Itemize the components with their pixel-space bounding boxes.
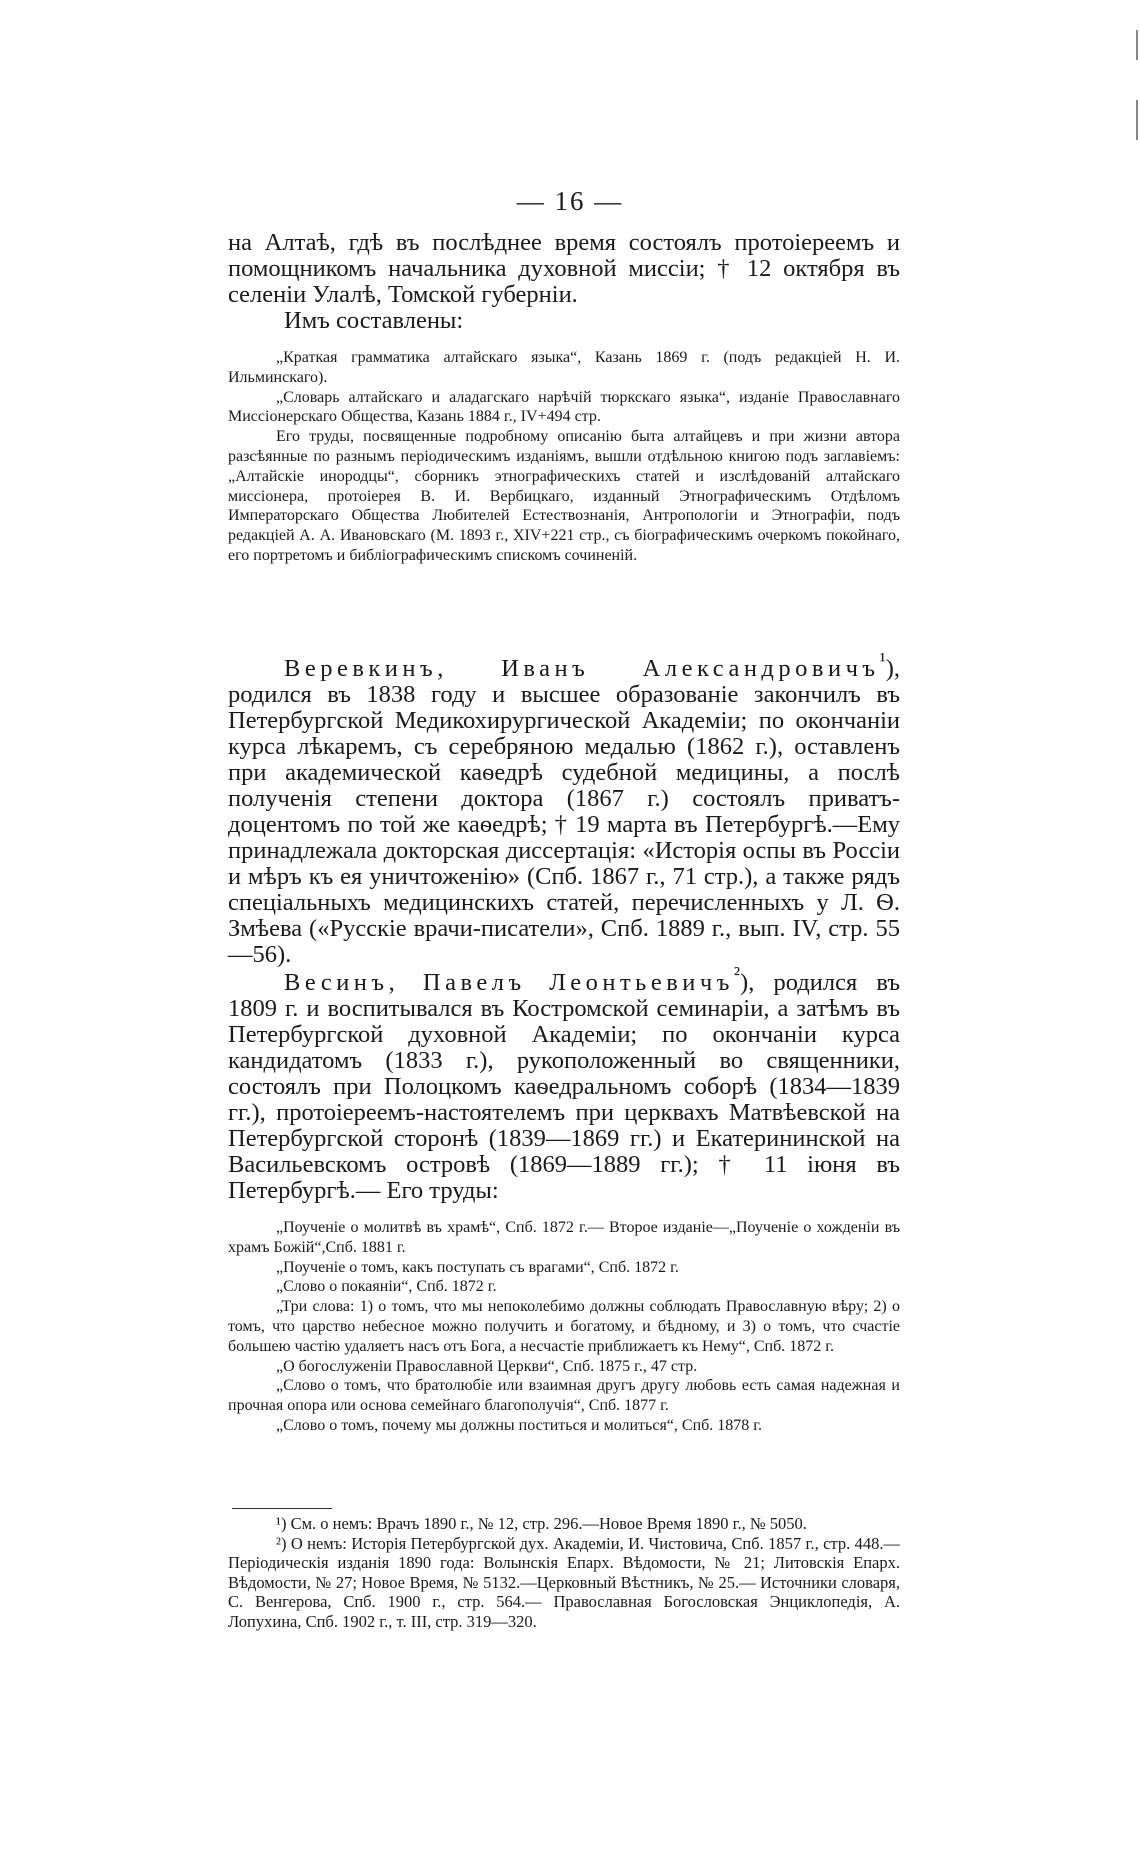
entry-name: Веревкинъ, Иванъ Александровичъ	[284, 655, 880, 683]
scan-edge-mark	[1136, 100, 1138, 140]
intro-continuation	[228, 230, 900, 334]
work-item: „Слово о покаяніи“, Спб. 1872 г.	[276, 1278, 497, 1296]
page-number: — 16 —	[516, 186, 624, 216]
footnote: ¹) См. о немъ: Врачъ 1890 г., № 12, стр. 296.—Новое Время 1890 г., № 5050.	[276, 1514, 807, 1533]
work-item: Его труды, посвященные подробному описанію быта алтайцевъ и при жизни автора разсѣянные по разнымъ періодическимъ изданіямъ, вышли отдѣльною книгою подъ заглавіемъ: „Алтайскіе инородцы“, сборникъ этнографическихъ статей и изслѣдованій алтайскаго миссіонера, протоіерея В. И. Вербицкаго, изданный Этнографическимъ Отдѣломъ Императорскаго Общества Любителей Естествознанія, Антропологіи и Этнографіи, подъ редакціей А. А. Ивановскаго (М. 1893 г., XIV+221 стр., съ біографическимъ очеркомъ покойнаго, его портретомъ и библіографическимъ спискомъ сочиненій.	[228, 428, 900, 564]
work-item: „О богослуженіи Православной Церкви“, Спб. 1875 г., 47 стр.	[276, 1357, 698, 1375]
work-item: „Краткая грамматика алтайскаго языка“, Казань 1869 г. (подъ редакціей Н. И. Ильминскаго).	[228, 349, 900, 386]
entry-name: Весинъ, Павелъ Леонтьевичъ	[284, 969, 734, 997]
intro-works-list	[228, 348, 900, 566]
footnote-ref: ¹	[879, 650, 886, 672]
footnote: ²) О немъ: Исторія Петербургской дух. Академіи, И. Чистовича, Спб. 1857 г., стр. 448.— Періодическія изданія 1890 года: Волынскія Епарх. Вѣдомости, № 21; Литовскія Епарх. Вѣдомости, № 27; Новое Время, № 5132.—Церковный Вѣстникъ, № 25.— Источники словаря, С. Венгерова, Спб. 1900 г., стр. 564.— Православная Богословская Энциклопедія, А. Лопухина, Спб. 1902 г., т. III, стр. 319—320.	[228, 1533, 900, 1631]
work-item: „Слово о томъ, почему мы должны поститься и молиться“, Спб. 1878 г.	[276, 1416, 763, 1434]
work-item: „Словарь алтайскаго и аладагскаго нарѣчій тюркскаго языка“, изданіе Православнаго Миссіонерскаго Общества, Казань 1884 г., IV+494 стр.	[228, 388, 900, 426]
footnote-divider	[232, 1508, 332, 1509]
scan-edge-mark	[1136, 30, 1138, 60]
intro-paragraph: на Алтаѣ, гдѣ въ послѣднее время состоялъ протоіереемъ и помощникомъ начальника духовной миссіи; † 12 октября въ селеніи Улалѣ, Томской губерніи.	[228, 229, 900, 308]
vesin-works-list	[228, 1218, 900, 1436]
works-heading: Имъ составлены:	[284, 307, 464, 334]
footnote-ref: ²	[733, 964, 741, 986]
entry-vesin	[228, 962, 900, 1204]
work-item: „Поученіе о молитвѣ въ храмѣ“, Спб. 1872 г.— Второе изданіе—„Поученіе о хожденіи въ храмъ Божій“,Спб. 1881 г.	[228, 1219, 900, 1256]
entry-text: ), родился въ 1809 г. и воспитывался въ Костромской семинаріи, а затѣмъ въ Петербургской духовной Академіи; по окончаніи курса кандидатомъ (1833 г.), рукоположенный во священники, состоялъ при Полоцкомъ каѳедральномъ соборѣ (1834—1839 гг.), протоіереемъ-настоятелемъ при церквахъ Матвѣевской на Петербургской сторонѣ (1839—1869 гг.) и Екатерининской на Васильевскомъ островѣ (1869—1889 гг.); † 11 іюня въ Петербургѣ.— Его труды:	[228, 969, 900, 1205]
entry-text: ), родился въ 1838 году и высшее образованіе закончилъ въ Петербургской Медикохирургической Академіи; по окончаніи курса лѣкаремъ, съ серебряною медалью (1862 г.), оставленъ при академической каѳедрѣ судебной медицины, а послѣ полученія степени доктора (1867 г.) состоялъ приватъ-доцентомъ по той же каѳедрѣ; † 19 марта въ Петербургѣ.—Ему принадлежала докторская диссертація: «Исторія оспы въ Россіи и мѣръ къ ея уничтоженію» (Спб. 1867 г., 71 стр.), а также рядъ спеціальныхъ медицинскихъ статей, перечисленныхъ у Л. Ѳ. Змѣева («Русскіе врачи-писатели», Спб. 1889 г., вып. IV, стр. 55—56).	[228, 655, 900, 969]
work-item: „Слово о томъ, что братолюбіе или взаимная другъ другу любовь есть самая надежная и прочная опора или основа семейнаго благополучія“, Спб. 1877 г.	[228, 1377, 900, 1415]
work-item: „Три слова: 1) о томъ, что мы непоколебимо должны соблюдать Православную вѣру; 2) о томъ, что царство небесное можно получить и богатому, и бѣдному, и 3) о томъ, что счастіе большею частію удаляетъ насъ отъ Бога, а несчастіе приближаетъ къ Нему“, Спб. 1872 г.	[228, 1298, 900, 1355]
work-item: „Поученіе о томъ, какъ поступать съ врагами“, Спб. 1872 г.	[276, 1258, 679, 1276]
entry-verevkin	[228, 648, 900, 968]
footnotes	[228, 1514, 900, 1631]
